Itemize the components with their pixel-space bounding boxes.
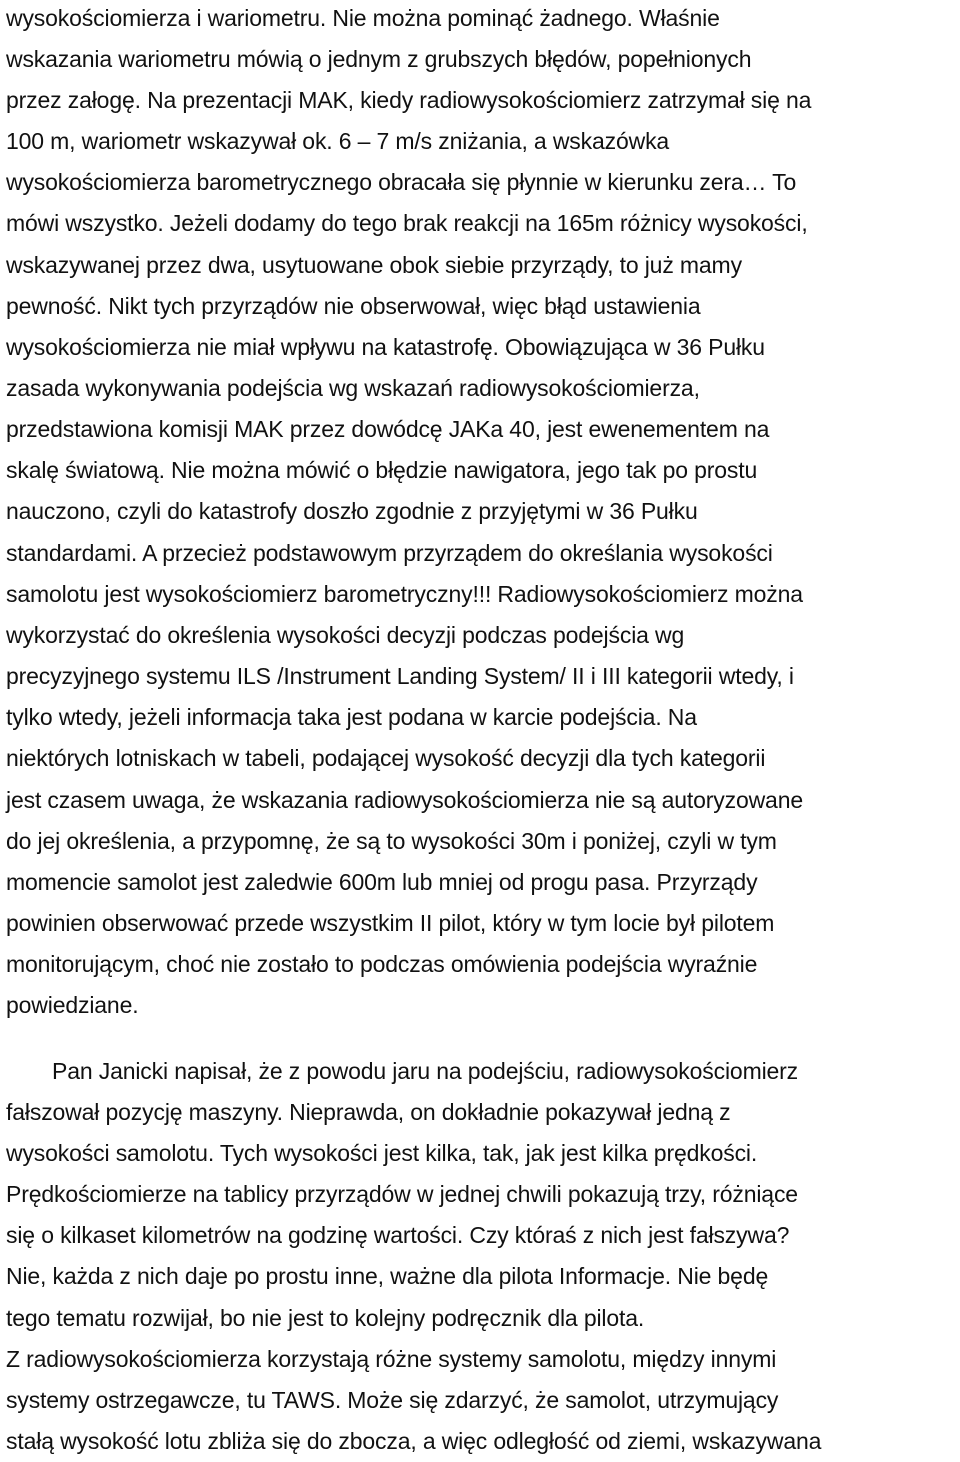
text-line: tylko wtedy, jeżeli informacja taka jest podana w karcie podejścia. Na	[6, 704, 697, 730]
text-line: Nie, każda z nich daje po prostu inne, ważne dla pilota Informacje. Nie będę	[6, 1263, 769, 1289]
text-line: wysokościomierza nie miał wpływu na katastrofę. Obowiązująca w 36 Pułku	[6, 334, 765, 360]
text-line: tego tematu rozwijał, bo nie jest to kolejny podręcznik dla pilota.	[6, 1305, 645, 1331]
text-line: pewność. Nikt tych przyrządów nie obserwował, więc błąd ustawienia	[6, 293, 701, 319]
text-line: wskazania wariometru mówią o jednym z grubszych błędów, popełnionych	[6, 46, 752, 72]
text-line: wskazywanej przez dwa, usytuowane obok siebie przyrządy, to już mamy	[6, 252, 742, 278]
text-line: stałą wysokość lotu zbliża się do zbocza, a więc odległość od ziemi, wskazywana	[6, 1428, 822, 1454]
text-line: przez załogę. Na prezentacji MAK, kiedy radiowysokościomierz zatrzymał się na	[6, 87, 812, 113]
text-line: wysokości samolotu. Tych wysokości jest kilka, tak, jak jest kilka prędkości.	[6, 1140, 758, 1166]
text-line: Pan Janicki napisał, że z powodu jaru na podejściu, radiowysokościomierz	[52, 1058, 799, 1084]
text-line: powinien obserwować przede wszystkim II pilot, który w tym locie był pilotem	[6, 910, 775, 936]
text-line: precyzyjnego systemu ILS /Instrument Landing System/ II i III kategorii wtedy, i	[6, 663, 794, 689]
text-line: monitorującym, choć nie zostało to podczas omówienia podejścia wyraźnie	[6, 951, 758, 977]
text-line: jest czasem uwaga, że wskazania radiowysokościomierza nie są autoryzowane	[6, 787, 803, 813]
text-line: samolotu jest wysokościomierz barometryczny!!! Radiowysokościomierz można	[6, 581, 803, 607]
text-line: Prędkościomierze na tablicy przyrządów w jednej chwili pokazują trzy, różniące	[6, 1181, 798, 1207]
text-line: 100 m, wariometr wskazywał ok. 6 – 7 m/s zniżania, a wskazówka	[6, 128, 670, 154]
text-line: mówi wszystko. Jeżeli dodamy do tego brak reakcji na 165m różnicy wysokości,	[6, 210, 808, 236]
text-line: momencie samolot jest zaledwie 600m lub mniej od progu pasa. Przyrządy	[6, 869, 758, 895]
text-line: przedstawiona komisji MAK przez dowódcę JAKa 40, jest ewenementem na	[6, 416, 770, 442]
text-line: niektórych lotniskach w tabeli, podającej wysokość decyzji dla tych kategorii	[6, 745, 766, 771]
text-line: Z radiowysokościomierza korzystają różne systemy samolotu, między innymi	[6, 1346, 777, 1372]
text-line: nauczono, czyli do katastrofy doszło zgodnie z przyjętymi w 36 Pułku	[6, 498, 698, 524]
text-line: wysokościomierza barometrycznego obracała się płynnie w kierunku zera… To	[6, 169, 797, 195]
text-line: do jej określenia, a przypomnę, że są to wysokości 30m i poniżej, czyli w tym	[6, 828, 777, 854]
text-line: powiedziane.	[6, 992, 139, 1018]
text-line: skalę światową. Nie można mówić o błędzie nawigatora, jego tak po prostu	[6, 457, 758, 483]
text-line: zasada wykonywania podejścia wg wskazań radiowysokościomierza,	[6, 375, 700, 401]
text-line: wysokościomierza i wariometru. Nie można pominąć żadnego. Właśnie	[6, 5, 720, 31]
text-line: fałszował pozycję maszyny. Nieprawda, on dokładnie pokazywał jedną z	[6, 1099, 731, 1125]
text-line: standardami. A przecież podstawowym przyrządem do określania wysokości	[6, 540, 773, 566]
text-line: się o kilkaset kilometrów na godzinę wartości. Czy któraś z nich jest fałszywa?	[6, 1222, 790, 1248]
text-line: wykorzystać do określenia wysokości decyzji podczas podejścia wg	[6, 622, 685, 648]
text-line: systemy ostrzegawcze, tu TAWS. Może się zdarzyć, że samolot, utrzymujący	[6, 1387, 779, 1413]
